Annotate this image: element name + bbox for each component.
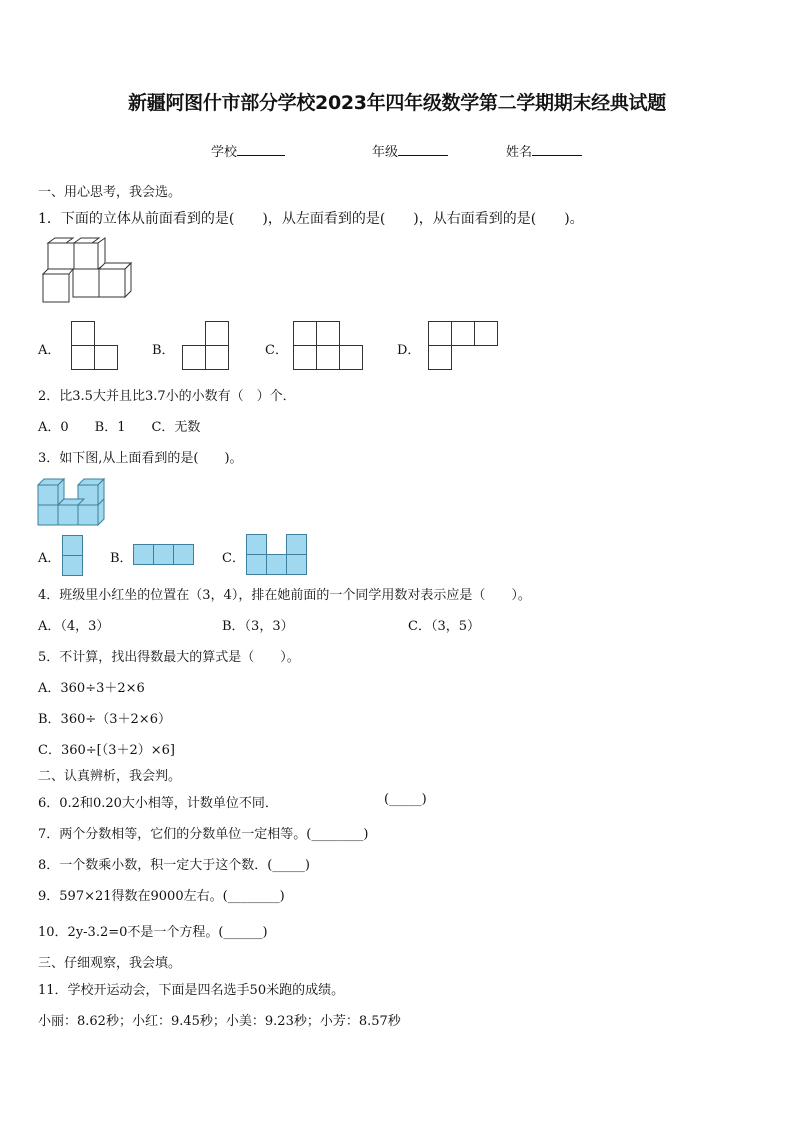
q5-option-a[interactable]: A．360÷3＋2×6 — [38, 681, 145, 696]
q3-blue-solid-figure — [38, 478, 108, 526]
question-3: 3．如下图,从上面看到的是( )。 — [38, 451, 243, 466]
q3-option-c[interactable]: C． — [222, 551, 245, 566]
question-7: 7．两个分数相等，它们的分数单位一定相等。(________) — [38, 827, 369, 842]
question-9: 9．597×21得数在9000左右。(________) — [38, 889, 285, 904]
question-6: 6．0.2和0.20大小相等，计数单位不同． — [38, 796, 278, 811]
question-4: 4．班级里小红坐的位置在（3，4），排在她前面的一个同学用数对表示应是（ ）。 — [38, 588, 531, 603]
page-title: 新疆阿图什市部分学校2023年四年级数学第二学期期末经典试题 — [128, 92, 666, 114]
q1-option-c[interactable]: C． — [265, 343, 288, 358]
q1-option-b-figure — [182, 321, 230, 371]
q1-option-d[interactable]: D． — [397, 343, 421, 358]
section-3-heading: 三、仔细观察，我会填。 — [38, 956, 182, 971]
q3-option-c-figure — [246, 534, 308, 576]
q1-option-d-figure — [428, 321, 500, 371]
q6-answer-blank[interactable]: (_____) — [384, 792, 427, 807]
section-2-heading: 二、认真辨析，我会判。 — [38, 769, 182, 784]
name-field[interactable] — [506, 141, 582, 160]
school-field[interactable] — [211, 141, 285, 160]
q4-option-c[interactable]: C．（3，5） — [408, 619, 480, 634]
q3-option-a[interactable]: A． — [38, 551, 61, 566]
grade-blank[interactable] — [398, 143, 448, 156]
q5-option-b[interactable]: B．360÷（3＋2×6） — [38, 712, 171, 727]
name-blank[interactable] — [532, 143, 582, 156]
question-8: 8．一个数乘小数，积一定大于这个数．(_____) — [38, 858, 310, 873]
grade-field[interactable] — [372, 141, 448, 160]
q4-option-b[interactable]: B．（3，3） — [222, 619, 294, 634]
school-blank[interactable] — [237, 143, 285, 156]
q3-option-b-figure — [133, 544, 195, 566]
q11-results: 小丽：8.62秒；小红：9.45秒；小美：9.23秒；小芳：8.57秒 — [38, 1014, 401, 1029]
q2-options[interactable]: A．0 B．1 C．无数 — [38, 420, 201, 435]
q1-option-b[interactable]: B． — [152, 343, 175, 358]
section-1-heading: 一、用心思考，我会选。 — [38, 185, 182, 200]
q3-option-b[interactable]: B． — [110, 551, 133, 566]
q1-solid-figure — [40, 238, 136, 308]
q1-option-a-figure — [71, 321, 119, 371]
name-label: 姓名 — [506, 145, 533, 160]
q5-option-c[interactable]: C．360÷[（3＋2）×6] — [38, 743, 176, 758]
q1-option-c-figure — [293, 321, 365, 371]
school-label: 学校 — [211, 145, 238, 160]
question-10: 10．2y-3.2=0不是一个方程。(______) — [38, 925, 268, 940]
q4-option-a[interactable]: A．（4，3） — [38, 619, 110, 634]
q3-option-a-figure — [62, 535, 84, 577]
question-5: 5．不计算，找出得数最大的算式是（ ）。 — [38, 650, 300, 665]
grade-label: 年级 — [372, 145, 399, 160]
question-1: 1．下面的立体从前面看到的是( )，从左面看到的是( )，从右面看到的是( )。 — [38, 211, 584, 227]
question-11: 11．学校开运动会，下面是四名选手50米跑的成绩。 — [38, 983, 345, 998]
q1-option-a[interactable]: A． — [38, 343, 61, 358]
question-2: 2．比3.5大并且比3.7小的小数有（ ）个． — [38, 389, 296, 404]
